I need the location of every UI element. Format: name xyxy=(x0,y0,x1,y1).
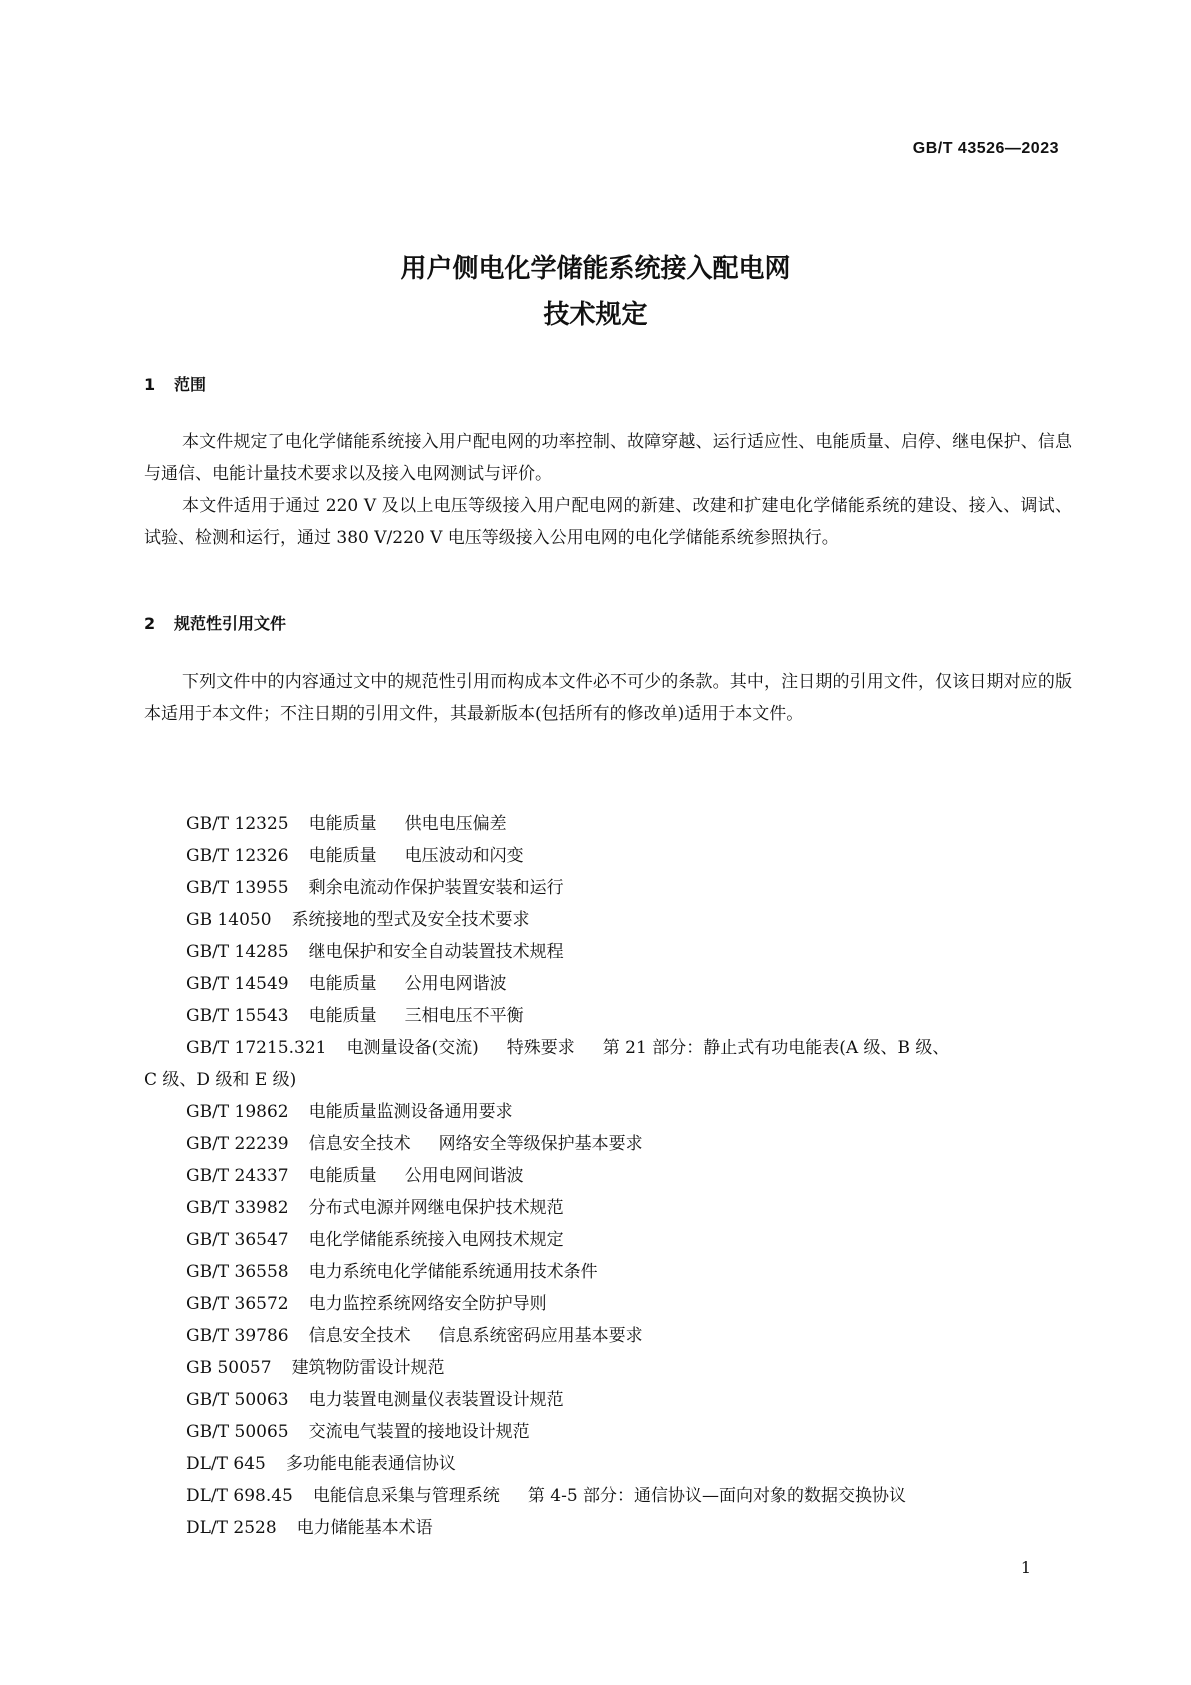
reference-title: 交流电气装置的接地设计规范 xyxy=(308,1422,530,1442)
reference-item xyxy=(186,1256,1086,1288)
reference-code: DL/T 2528 xyxy=(186,1518,277,1538)
reference-title: 电能质量 xyxy=(308,1166,377,1186)
reference-item xyxy=(186,1320,1086,1352)
reference-item xyxy=(186,1480,1086,1512)
reference-subtitle: 公用电网间谐波 xyxy=(404,1166,524,1186)
reference-code: GB/T 12325 xyxy=(186,814,289,834)
reference-item xyxy=(186,872,1086,904)
document-title xyxy=(0,246,1191,338)
reference-item xyxy=(186,1096,1086,1128)
section-number: 2 xyxy=(144,614,156,633)
section-number: 1 xyxy=(144,375,156,394)
reference-item xyxy=(186,1032,1086,1064)
reference-item xyxy=(186,1352,1086,1384)
reference-item xyxy=(186,936,1086,968)
reference-title: 系统接地的型式及安全技术要求 xyxy=(291,910,530,930)
reference-title: 电化学储能系统接入电网技术规定 xyxy=(308,1230,564,1250)
standard-code: GB/T 43526—2023 xyxy=(912,140,1059,157)
reference-code: GB/T 36558 xyxy=(186,1262,289,1282)
reference-item xyxy=(186,904,1086,936)
section-2-heading xyxy=(144,611,286,634)
reference-item xyxy=(186,1160,1086,1192)
reference-title: 电测量设备(交流) xyxy=(346,1038,479,1058)
reference-title: 信息安全技术 xyxy=(308,1326,411,1346)
reference-title: 信息安全技术 xyxy=(308,1134,411,1154)
reference-item xyxy=(186,968,1086,1000)
title-line-2: 技术规定 xyxy=(543,300,648,330)
reference-code: GB/T 13955 xyxy=(186,878,289,898)
reference-item xyxy=(186,1448,1086,1480)
reference-title: 多功能电能表通信协议 xyxy=(285,1454,456,1474)
section-title: 范围 xyxy=(174,375,207,394)
reference-code: GB/T 24337 xyxy=(186,1166,289,1186)
reference-item xyxy=(186,840,1086,872)
reference-title: 电力储能基本术语 xyxy=(296,1518,433,1538)
reference-code: GB 50057 xyxy=(186,1358,272,1378)
reference-title: 电能信息采集与管理系统 xyxy=(312,1486,500,1506)
reference-code: GB/T 33982 xyxy=(186,1198,289,1218)
reference-code: DL/T 645 xyxy=(186,1454,266,1474)
reference-code: GB/T 22239 xyxy=(186,1134,289,1154)
reference-subtitle: 三相电压不平衡 xyxy=(404,1006,524,1026)
reference-code: GB/T 19862 xyxy=(186,1102,289,1122)
scope-paragraph-1: 本文件规定了电化学储能系统接入用户配电网的功率控制、故障穿越、运行适应性、电能质量、启停、继电保护、信息与通信、电能计量技术要求以及接入电网测试与评价。 xyxy=(144,432,1072,484)
reference-continuation: C 级、D 级和 E 级) xyxy=(144,1070,297,1090)
reference-code: DL/T 698.45 xyxy=(186,1486,293,1506)
reference-code: GB/T 50063 xyxy=(186,1390,289,1410)
references-intro-paragraph: 下列文件中的内容通过文中的规范性引用而构成本文件必不可少的条款。其中，注日期的引用文件，仅该日期对应的版本适用于本文件；不注日期的引用文件，其最新版本(包括所有的修改单)适用于本文件。 xyxy=(144,672,1072,724)
reference-code: GB/T 17215.321 xyxy=(186,1038,327,1058)
section-1-heading xyxy=(144,372,206,395)
reference-item xyxy=(186,808,1086,840)
reference-part: 第 21 部分：静止式有功电能表(A 级、B 级、 xyxy=(602,1038,950,1058)
reference-title: 电力系统电化学储能系统通用技术条件 xyxy=(308,1262,598,1282)
reference-item xyxy=(186,1288,1086,1320)
reference-item xyxy=(186,1000,1086,1032)
reference-subtitle: 供电电压偏差 xyxy=(404,814,507,834)
title-line-1: 用户侧电化学储能系统接入配电网 xyxy=(400,254,791,284)
reference-code: GB 14050 xyxy=(186,910,272,930)
reference-code: GB/T 14549 xyxy=(186,974,289,994)
reference-item xyxy=(186,1224,1086,1256)
reference-title: 电能质量 xyxy=(308,1006,377,1026)
reference-item xyxy=(186,1384,1086,1416)
reference-code: GB/T 36572 xyxy=(186,1294,289,1314)
page-number: 1 xyxy=(1020,1558,1031,1577)
reference-title: 建筑物防雷设计规范 xyxy=(291,1358,445,1378)
reference-subtitle: 公用电网谐波 xyxy=(404,974,507,994)
reference-subtitle: 网络安全等级保护基本要求 xyxy=(438,1134,643,1154)
reference-item xyxy=(186,1128,1086,1160)
scope-paragraph-2: 本文件适用于通过 220 V 及以上电压等级接入用户配电网的新建、改建和扩建电化学储能系统的建设、接入、调试、试验、检测和运行，通过 380 V/220 V 电压等级接入公用电网的电化学储能系统参照执行。 xyxy=(144,496,1072,548)
reference-subtitle: 信息系统密码应用基本要求 xyxy=(438,1326,643,1346)
reference-subtitle: 第 4-5 部分：通信协议—面向对象的数据交换协议 xyxy=(527,1486,907,1506)
reference-title: 电能质量 xyxy=(308,846,377,866)
reference-code: GB/T 39786 xyxy=(186,1326,289,1346)
reference-title: 分布式电源并网继电保护技术规范 xyxy=(308,1198,564,1218)
reference-code: GB/T 50065 xyxy=(186,1422,289,1442)
reference-subtitle: 电压波动和闪变 xyxy=(404,846,524,866)
reference-title: 电力装置电测量仪表装置设计规范 xyxy=(308,1390,564,1410)
reference-code: GB/T 12326 xyxy=(186,846,289,866)
reference-title: 剩余电流动作保护装置安装和运行 xyxy=(308,878,564,898)
reference-item xyxy=(186,1192,1086,1224)
reference-subtitle: 特殊要求 xyxy=(506,1038,575,1058)
reference-code: GB/T 15543 xyxy=(186,1006,289,1026)
reference-list xyxy=(144,808,1086,1544)
reference-code: GB/T 14285 xyxy=(186,942,289,962)
reference-title: 电能质量监测设备通用要求 xyxy=(308,1102,513,1122)
reference-title: 电能质量 xyxy=(308,814,377,834)
reference-code: GB/T 36547 xyxy=(186,1230,289,1250)
section-title: 规范性引用文件 xyxy=(174,614,287,633)
reference-item xyxy=(186,1512,1086,1544)
reference-item xyxy=(186,1416,1086,1448)
reference-title: 继电保护和安全自动装置技术规程 xyxy=(308,942,564,962)
reference-title: 电能质量 xyxy=(308,974,377,994)
reference-title: 电力监控系统网络安全防护导则 xyxy=(308,1294,547,1314)
